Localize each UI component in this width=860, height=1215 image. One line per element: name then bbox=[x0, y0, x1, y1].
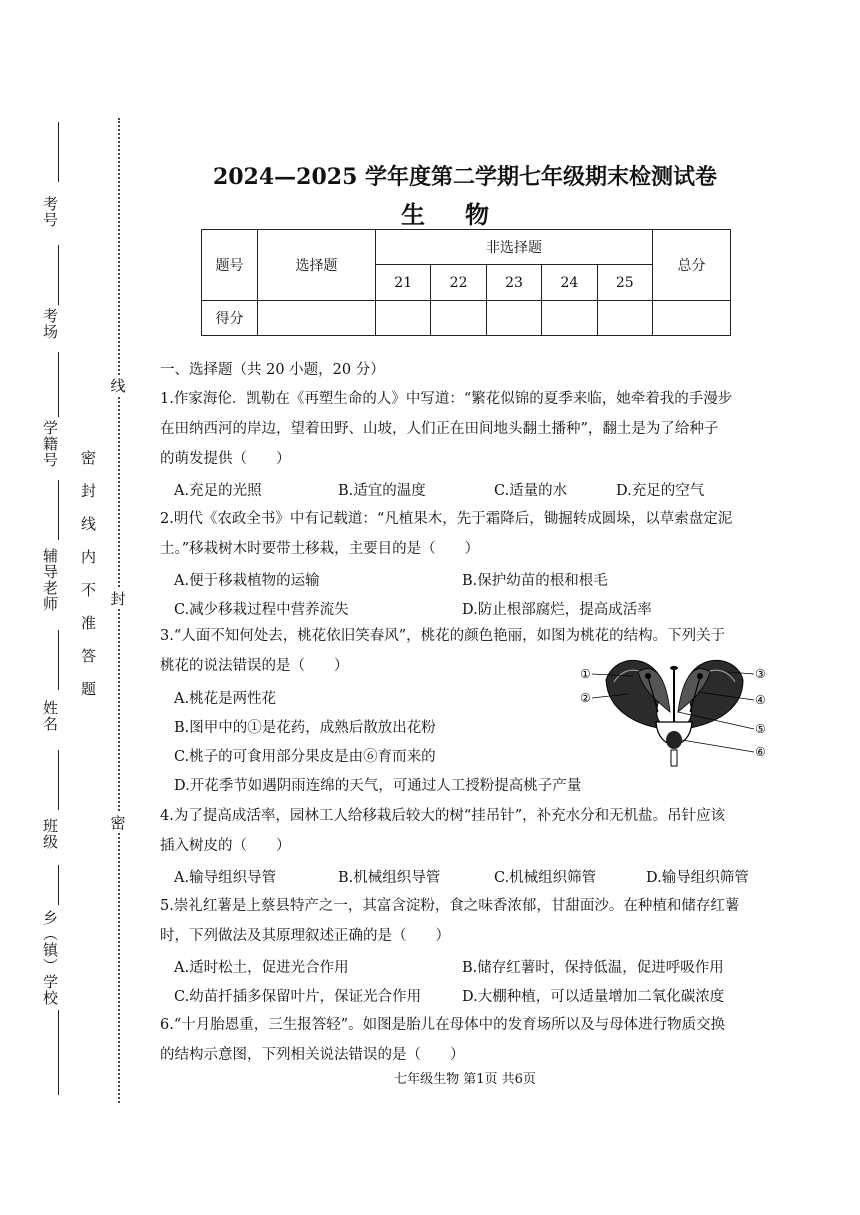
col-choice: 选择题 bbox=[258, 230, 376, 301]
q4-option-a[interactable]: A.输导组织导管 bbox=[174, 870, 277, 886]
q3-option-d[interactable]: D.开花季节如遇阴雨连绵的天气，可通过人工授粉提高桃子产量 bbox=[174, 778, 582, 794]
question-6 bbox=[160, 1010, 725, 1070]
q6-line-2: 的结构示意图，下列相关说法错误的是（ ） bbox=[160, 1047, 465, 1063]
score-cell-23[interactable] bbox=[486, 301, 541, 336]
q5-option-d[interactable]: D.大棚种植，可以适量增加二氧化碳浓度 bbox=[462, 989, 725, 1005]
kaochang-label: 考场 bbox=[41, 308, 59, 340]
q4-line-1: 4.为了提高成活率，园林工人给移栽后较大的树“挂吊针”，补充水分和无机盐。吊针应该 bbox=[160, 808, 726, 824]
question-1 bbox=[160, 384, 732, 474]
fudao-line[interactable] bbox=[58, 480, 59, 540]
score-cell-21[interactable] bbox=[376, 301, 431, 336]
q1-option-c[interactable]: C.适量的水 bbox=[494, 483, 568, 499]
q5-line-1: 5.崇礼红薯是上蔡县特产之一，其富含淀粉，食之味香浓郁，甘甜面沙。在种植和储存红薯 bbox=[160, 898, 740, 914]
kaohao-label: 考号 bbox=[41, 196, 59, 228]
q5-line-2: 时，下列做法及其原理叙述正确的是（ ） bbox=[160, 928, 450, 944]
col-q25: 25 bbox=[597, 265, 652, 301]
q3-option-c[interactable]: C.桃子的可食用部分果皮是由⑥育而来的 bbox=[174, 749, 436, 765]
exam-subject: 生物 bbox=[401, 200, 529, 229]
q3-option-a[interactable]: A.桃花是两性花 bbox=[174, 691, 277, 707]
xiangzhen-line-top[interactable] bbox=[58, 865, 59, 905]
q4-option-b[interactable]: B.机械组织导管 bbox=[338, 870, 441, 886]
fig-label-1: ① bbox=[580, 667, 591, 681]
q2-line-2: 土。”移栽树木时要带土移栽，主要目的是（ ） bbox=[160, 541, 480, 557]
page-footer: 七年级生物 第1页 共6页 bbox=[394, 1072, 536, 1087]
col-q21: 21 bbox=[376, 265, 431, 301]
xingming-label: 姓名 bbox=[41, 700, 59, 732]
question-5 bbox=[160, 891, 739, 951]
col-q22: 22 bbox=[431, 265, 486, 301]
q2-line-1: 2.明代《农政全书》中有记载道：“凡植果木，先于霜降后，锄掘转成圆垛，以草索盘定泥 bbox=[160, 511, 733, 527]
fig-label-5: ⑤ bbox=[755, 722, 766, 736]
row-score-label: 得分 bbox=[202, 301, 258, 336]
q3-option-b[interactable]: B.图甲中的①是花药，成熟后散放出花粉 bbox=[174, 720, 436, 736]
banji-line[interactable] bbox=[58, 750, 59, 810]
q1-option-a[interactable]: A.充足的光照 bbox=[174, 483, 262, 499]
col-nonchoice: 非选择题 bbox=[376, 230, 653, 265]
section-heading: 一、选择题（共 20 小题，20 分） bbox=[160, 362, 385, 378]
q1-line-1: 1.作家海伦．凯勒在《再塑生命的人》中写道：“繁花似锦的夏季来临，她牵着我的手漫步 bbox=[160, 391, 733, 407]
q1-line-3: 的萌发提供（ ） bbox=[160, 451, 291, 467]
fig-label-3: ③ bbox=[755, 667, 766, 681]
score-cell-25[interactable] bbox=[597, 301, 652, 336]
col-q23: 23 bbox=[486, 265, 541, 301]
score-cell-choice[interactable] bbox=[258, 301, 376, 336]
score-cell-22[interactable] bbox=[431, 301, 486, 336]
q5-option-c[interactable]: C.幼苗扦插多保留叶片，保证光合作用 bbox=[174, 989, 422, 1005]
q3-line-2: 桃花的说法错误的是（ ） bbox=[160, 658, 349, 674]
exam-title: 2024—2025 学年度第二学期七年级期末检测试卷 bbox=[212, 164, 718, 190]
seal-mi: 密 bbox=[104, 812, 132, 833]
q1-line-2: 在田纳西河的岸边，望着田野、山坡，人们正在田间地头翻土播种”，翻土是为了给种子 bbox=[160, 421, 719, 437]
seal-dotted-line bbox=[118, 118, 120, 1103]
question-2 bbox=[160, 504, 732, 564]
fig-label-2: ② bbox=[580, 691, 591, 705]
fig-label-4: ④ bbox=[755, 693, 766, 707]
seal-xian: 线 bbox=[104, 375, 132, 396]
peach-flower-figure bbox=[578, 652, 768, 767]
banji-label: 班级 bbox=[41, 818, 59, 850]
q5-option-a[interactable]: A.适时松土，促进光合作用 bbox=[174, 960, 349, 976]
xingming-line[interactable] bbox=[58, 630, 59, 690]
q2-option-c[interactable]: C.减少移栽过程中营养流失 bbox=[174, 602, 349, 618]
xueji-label: 学籍号 bbox=[41, 420, 59, 468]
col-total: 总分 bbox=[653, 230, 731, 301]
fudao-label: 辅导老师 bbox=[41, 548, 59, 612]
q2-option-d[interactable]: D.防止根部腐烂，提高成活率 bbox=[462, 602, 652, 618]
col-q24: 24 bbox=[542, 265, 597, 301]
seal-feng: 封 bbox=[104, 588, 132, 609]
q2-option-b[interactable]: B.保护幼苗的根和根毛 bbox=[462, 573, 608, 589]
score-cell-total[interactable] bbox=[653, 301, 731, 336]
fig-label-6: ⑥ bbox=[755, 745, 766, 759]
q5-option-b[interactable]: B.储存红薯时，保持低温，促进呼吸作用 bbox=[462, 960, 724, 976]
q1-option-d[interactable]: D.充足的空气 bbox=[616, 483, 705, 499]
q1-option-b[interactable]: B.适宜的温度 bbox=[338, 483, 426, 499]
col-tihao: 题号 bbox=[202, 230, 258, 301]
no-answer-notice: 密封线内不准答题 bbox=[79, 450, 97, 714]
q6-line-1: 6.“十月胎恩重，三生报答轻”。如图是胎儿在母体中的发育场所以及与母体进行物质交换 bbox=[160, 1017, 726, 1033]
xueji-line[interactable] bbox=[58, 352, 59, 417]
kaochang-line[interactable] bbox=[58, 245, 59, 305]
q4-option-c[interactable]: C.机械组织筛管 bbox=[494, 870, 597, 886]
flower-drawing bbox=[592, 660, 754, 766]
xiangzhen-label: 乡（镇）学校 bbox=[41, 910, 59, 1006]
q2-option-a[interactable]: A.便于移栽植物的运输 bbox=[174, 573, 320, 589]
score-table bbox=[201, 229, 731, 336]
score-cell-24[interactable] bbox=[542, 301, 597, 336]
q4-line-2: 插入树皮的（ ） bbox=[160, 838, 291, 854]
q4-option-d[interactable]: D.输导组织筛管 bbox=[646, 870, 749, 886]
q3-line-1: 3.“人面不知何处去，桃花依旧笑春风”，桃花的颜色艳丽，如图为桃花的结构。下列关于 bbox=[160, 628, 726, 644]
question-4 bbox=[160, 801, 725, 861]
